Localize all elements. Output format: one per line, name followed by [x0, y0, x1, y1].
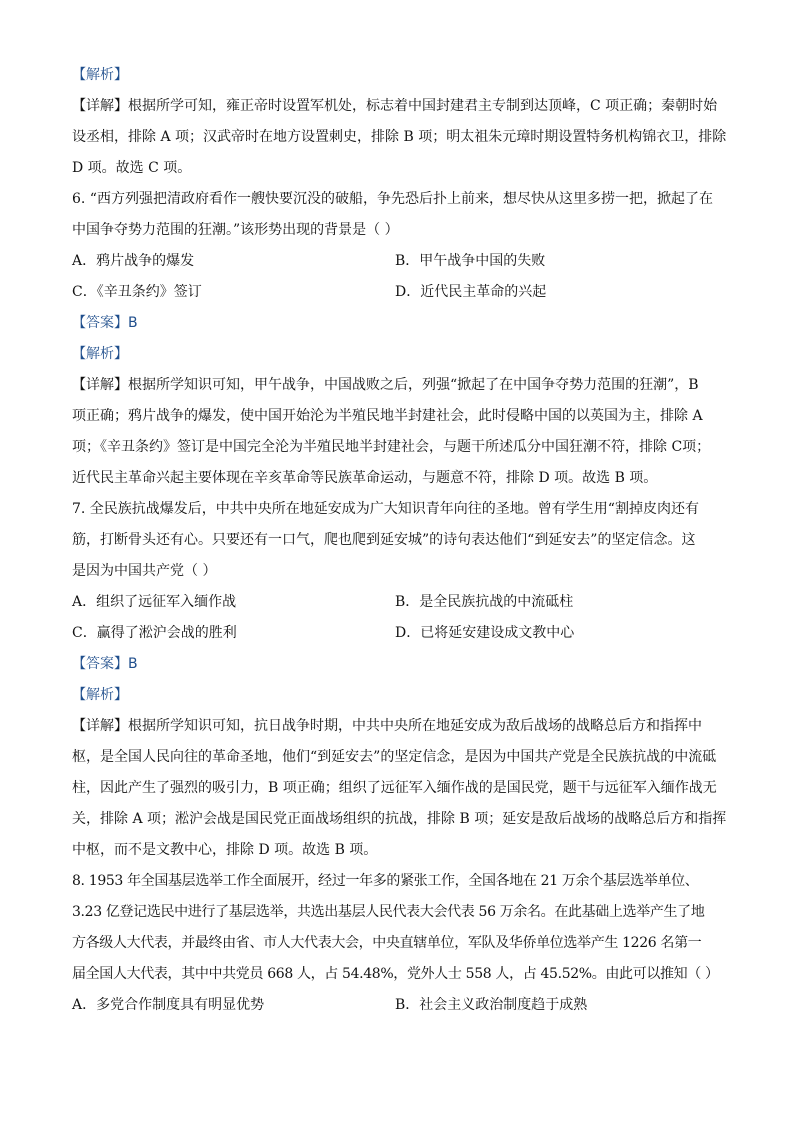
option-b: B．是全民族抗战的中流砥柱 [395, 594, 574, 610]
detail-line: 设丞相，排除 A 项；汉武帝时在地方设置刺史，排除 B 项；明太祖朱元璋时期设置特务机构锦衣卫，排除 [72, 129, 727, 145]
option-b: B．社会主义政治制度趋于成熟 [395, 997, 588, 1013]
question-8-stem: 3.23 亿登记选民中进行了基层选举，共选出基层人民代表大会代表 56 万余名。在此基础上选举产生了地 [72, 904, 705, 920]
question-7-stem: 筋，打断骨头还有心。只要还有一口气，爬也爬到延安城”的诗句表达他们“到延安去”的坚定信念。这 [72, 532, 696, 548]
option-a: A．多党合作制度具有明显优势 [72, 997, 265, 1013]
question-6-options-row-1 [72, 246, 732, 277]
question-7-stem: 7. 全民族抗战爆发后，中共中央所在地延安成为广大知识青年向往的圣地。曾有学生用“割掉皮肉还有 [72, 501, 699, 517]
analysis-label: 【解析】 [72, 67, 128, 83]
detail-line: 【详解】根据所学可知，雍正帝时设置军机处，标志着中国封建君主专制到达顶峰，C 项正确；秦朝时始 [72, 98, 718, 114]
answer-label: 【答案】B [72, 315, 138, 331]
question-8-stem: 8. 1953 年全国基层选举工作全面展开，经过一年多的紧张工作，全国各地在 21 万余个基层选举单位、 [72, 873, 699, 889]
analysis-label: 【解析】 [72, 346, 128, 362]
detail-line: 关，排除 A 项；淞沪会战是国民党正面战场组织的抗战，排除 B 项；延安是敌后战场的战略总后方和指挥 [72, 811, 727, 827]
question-8-stem: 届全国人大代表，其中中共党员 668 人，占 54.48%，党外人士 558 人，占 45.52%。由此可以推知（ ） [72, 966, 719, 982]
option-b: B．甲午战争中国的失败 [395, 253, 546, 269]
detail-line: 中枢，而不是文教中心，排除 D 项。故选 B 项。 [72, 842, 378, 858]
detail-line: 近代民主革命兴起主要体现在辛亥革命等民族革命运动，与题意不符，排除 D 项。故选 B 项。 [72, 470, 658, 486]
option-d: D．已将延安建设成文教中心 [395, 625, 575, 641]
analysis-label: 【解析】 [72, 687, 128, 703]
answer-label: 【答案】B [72, 656, 138, 672]
option-c: C．赢得了淞沪会战的胜利 [72, 625, 237, 641]
detail-line: 【详解】根据所学知识可知，抗日战争时期，中共中央所在地延安成为敌后战场的战略总后方和指挥中 [72, 718, 702, 734]
question-7-options-row-2 [72, 618, 732, 649]
question-6-options-row-2 [72, 277, 732, 308]
option-a: A．鸦片战争的爆发 [72, 253, 195, 269]
option-c: C．《辛丑条约》签订 [72, 284, 202, 300]
question-6-stem: 6. “西方列强把清政府看作一艘快要沉没的破船，争先恐后扑上前来，想尽快从这里多捞一把，掀起了在 [72, 191, 713, 207]
detail-line: 枢，是全国人民向往的革命圣地，他们“到延安去”的坚定信念，是因为中国共产党是全民族抗战的中流砥 [72, 749, 717, 765]
question-6-stem: 中国争夺势力范围的狂潮。”该形势出现的背景是（ ） [72, 222, 399, 238]
option-a: A．组织了远征军入缅作战 [72, 594, 237, 610]
question-7-options-row-1 [72, 587, 732, 618]
detail-line: 【详解】根据所学知识可知，甲午战争，中国战败之后，列强“掀起了在中国争夺势力范围的狂潮”，B [72, 377, 699, 393]
question-8-stem: 方各级人大代表，并最终由省、市人大代表大会，中央直辖单位，军队及华侨单位选举产生 1226 名第一 [72, 935, 702, 951]
option-d: D．近代民主革命的兴起 [395, 284, 547, 300]
detail-line: 项正确；鸦片战争的爆发，使中国开始沦为半殖民地半封建社会，此时侵略中国的以英国为主，排除 A [72, 408, 703, 424]
detail-line: 柱，因此产生了强烈的吸引力，B 项正确；组织了远征军入缅作战的是国民党，题干与远征军入缅作战无 [72, 780, 717, 796]
detail-line: 项；《辛丑条约》签订是中国完全沦为半殖民地半封建社会，与题干所述瓜分中国狂潮不符，排除 C项； [72, 439, 711, 455]
document-page [72, 60, 732, 1021]
question-7-stem: 是因为中国共产党（ ） [72, 563, 217, 579]
question-8-options-row-1 [72, 990, 732, 1021]
detail-line: D 项。故选 C 项。 [72, 160, 192, 176]
